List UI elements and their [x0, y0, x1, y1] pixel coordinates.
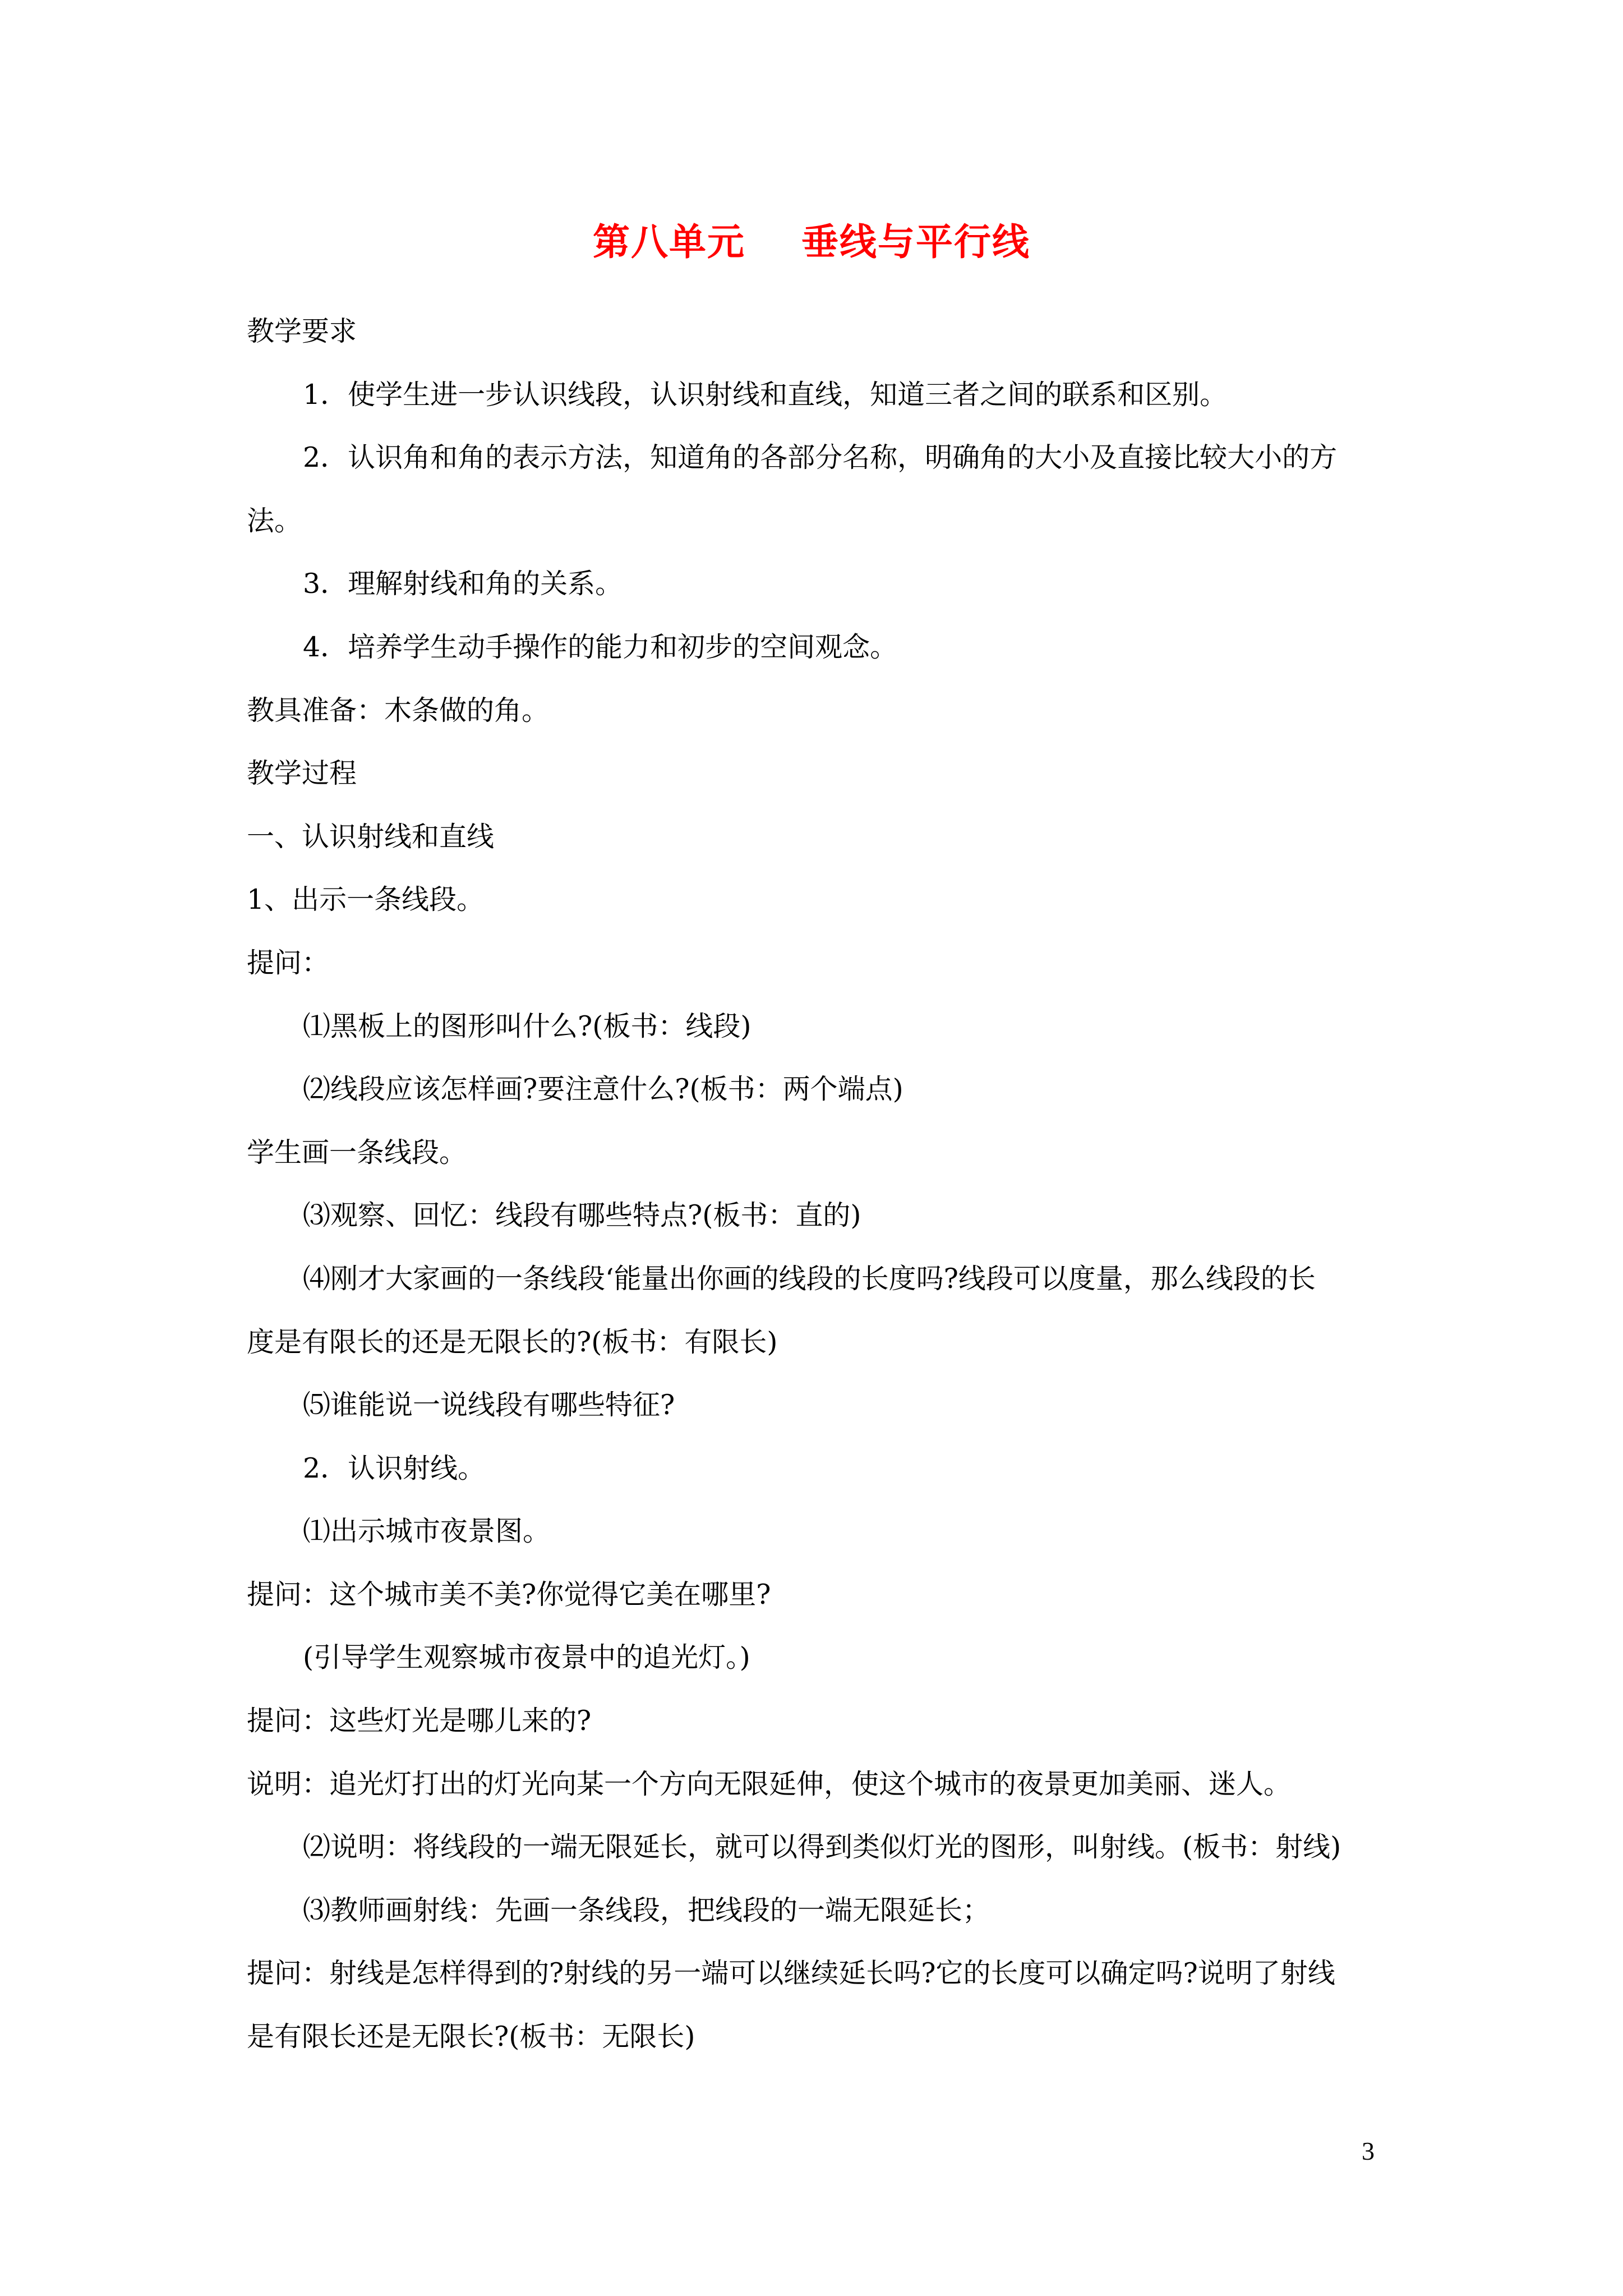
text-line: 4．培养学生动手操作的能力和初步的空间观念。: [303, 631, 898, 663]
text-line: ⑶教师画射线：先画一条线段，把线段的一端无限延长；: [303, 1894, 990, 1926]
text-line: ⑶观察、回忆：线段有哪些特点?(板书：直的): [303, 1199, 861, 1232]
text-line: ⑴出示城市夜景图。: [303, 1515, 551, 1548]
text-line: 2．认识角和角的表示方法，知道角的各部分名称，明确角的大小及直接比较大小的方: [303, 441, 1338, 474]
text-line: 教具准备：木条做的角。: [247, 694, 550, 726]
text-line: 一、认识射线和直线: [247, 820, 495, 853]
text-line: 教学过程: [247, 757, 357, 790]
document-title: 第八单元 垂线与平行线: [593, 220, 1030, 264]
text-line: 3．理解射线和角的关系。: [303, 568, 623, 600]
text-line: 法。: [247, 504, 302, 537]
document-body: [247, 300, 1396, 2069]
text-line: (引导学生观察城市夜景中的追光灯。): [303, 1641, 750, 1674]
page-number: 3: [1362, 2137, 1375, 2165]
text-line: 说明：追光灯打出的灯光向某一个方向无限延伸，使这个城市的夜景更加美丽、迷人。: [247, 1768, 1292, 1800]
text-line: 提问：: [247, 946, 330, 979]
text-line: 提问：这个城市美不美?你觉得它美在哪里?: [247, 1578, 771, 1611]
text-line: ⑵线段应该怎样画?要注意什么?(板书：两个端点): [303, 1073, 903, 1106]
text-line: ⑴黑板上的图形叫什么?(板书：线段): [303, 1010, 751, 1042]
text-line: ⑸谁能说一说线段有哪些特征?: [303, 1389, 675, 1421]
text-line: 是有限长还是无限长?(板书：无限长): [247, 2021, 695, 2053]
text-line: 学生画一条线段。: [247, 1136, 467, 1168]
text-line: ⑵说明：将线段的一端无限延长，就可以得到类似灯光的图形，叫射线。(板书：射线): [303, 1831, 1341, 1864]
text-line: 2．认识射线。: [303, 1452, 486, 1484]
text-line: 1．使学生进一步认识线段，认识射线和直线，知道三者之间的联系和区别。: [303, 378, 1228, 411]
text-line: ⑷刚才大家画的一条线段‘能量出你画的线段的长度吗?线段可以度量，那么线段的长: [303, 1262, 1316, 1295]
text-line: 提问：射线是怎样得到的?射线的另一端可以继续延长吗?它的长度可以确定吗?说明了射线: [247, 1957, 1335, 1990]
text-line: 提问：这些灯光是哪儿来的?: [247, 1705, 592, 1737]
text-line: 教学要求: [247, 315, 357, 347]
text-line: 度是有限长的还是无限长的?(板书：有限长): [247, 1326, 778, 1358]
text-line: 1、出示一条线段。: [247, 884, 485, 916]
